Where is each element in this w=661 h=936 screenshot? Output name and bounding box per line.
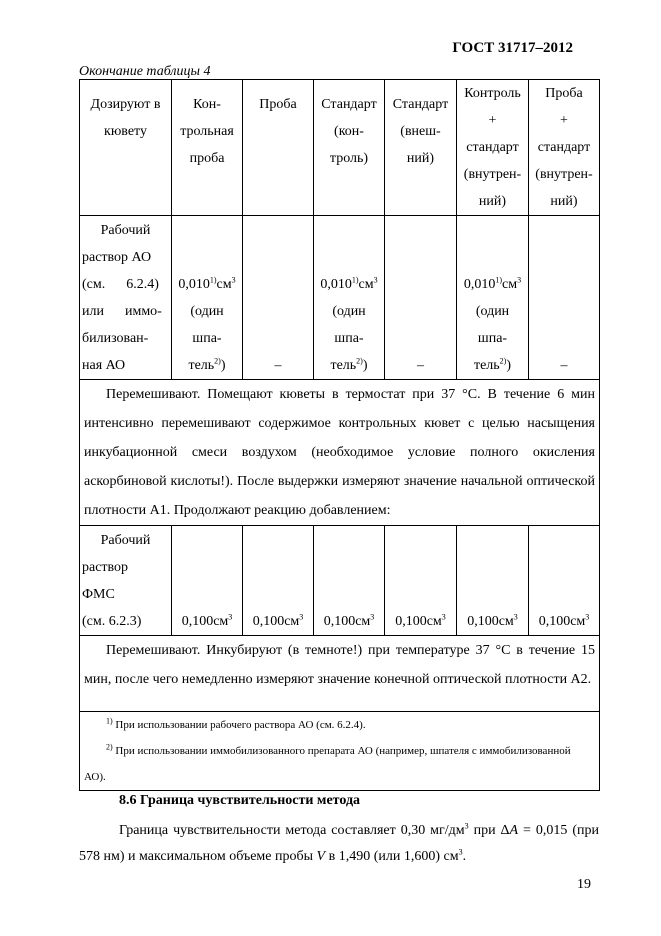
cell-fms-standard-control: $0,100см^3$ <box>314 526 385 636</box>
table-row-ao <box>80 216 600 380</box>
cell-fms-control: $0,100см^3$ <box>172 526 243 636</box>
cell-ao-standard-control: $0,010^{1)}см^3$ (один шпа- тель$^{2)}$) <box>314 216 385 380</box>
cell-ao-control: $0,010^{1)}см^3$ (один шпа- тель$^{2)}$) <box>172 216 243 380</box>
cell-fms-sample-plus-standard: $0,100см^3$ <box>529 526 600 636</box>
table-note-row-1 <box>80 380 600 526</box>
section-title: 8.6 Граница чувствительности метода <box>119 793 361 808</box>
note-mixing-1: Перемешивают. Помещают кюветы в термостат при 37 °С. В течение 6 мин интенсивно перемешивают содержимое контрольных кювет с целью насыщения инкубационной смеси воздухом (необходимое условие полного окисления аскорбиновой кислоты!). После выдержки измеряют значение начальной оптической плотности А1. Продолжают реакцию добавлением: <box>80 380 600 526</box>
col-header-dose: Дозируют в кювету <box>80 80 172 216</box>
row-label-fms: Рабочий раствор ФМС (см. 6.2.3) <box>80 526 172 636</box>
table-note-row-2 <box>80 636 600 712</box>
page-number: 19 <box>577 877 591 892</box>
footnote-2: $^{2)}$ При использовании иммобилизованного препарата АО (например, шпателя с иммобилизованной АО). <box>84 742 571 783</box>
section-paragraph: Граница чувствительности метода составляет 0,30 $мг/дм^3$ при ΔA = 0,015 (при 578 нм) и максимальном объеме пробы V в 1,490 (или 1,600) $см^3$. <box>79 821 599 864</box>
cell-ao-control-plus-standard: $0,010^{1)}см^3$ (один шпа- тель$^{2)}$) <box>457 216 529 380</box>
row-label-ao: Рабочий раствор АО (см. 6.2.4) или иммо- билизован- ная АО <box>80 216 172 380</box>
table-row-fms <box>80 526 600 636</box>
cell-fms-control-plus-standard: $0,100см^3$ <box>457 526 529 636</box>
col-header-standard-control: Стандарт (кон- троль) <box>314 80 385 216</box>
col-header-sample: Проба <box>243 80 314 216</box>
cell-ao-sample-plus-standard: – <box>529 216 600 380</box>
col-header-control: Кон- трольная проба <box>172 80 243 216</box>
table-caption: Окончание таблицы 4 <box>79 64 211 79</box>
col-header-control-plus-standard: Контроль + стандарт (внутрен- ний) <box>457 80 529 216</box>
note-mixing-2: Перемешивают. Инкубируют (в темноте!) при температуре 37 °С в течение 15 мин, после чего немедленно измеряют значение конечной оптической плотности А2. <box>80 636 600 712</box>
table-4 <box>79 79 600 791</box>
cell-ao-sample: – <box>243 216 314 380</box>
col-header-standard-external: Стандарт (внеш- ний) <box>385 80 457 216</box>
cell-fms-standard-external: $0,100см^3$ <box>385 526 457 636</box>
document-code: ГОСТ 31717–2012 <box>452 40 573 56</box>
table-header-row <box>80 80 600 216</box>
cell-ao-standard-external: – <box>385 216 457 380</box>
col-header-sample-plus-standard: Проба + стандарт (внутрен- ний) <box>529 80 600 216</box>
footnote-1: $^{1)}$ При использовании рабочего раствора АО (см. 6.2.4). <box>106 716 366 731</box>
table-footnotes <box>80 712 600 791</box>
cell-fms-sample: $0,100см^3$ <box>243 526 314 636</box>
table-footnotes-row <box>80 712 600 791</box>
